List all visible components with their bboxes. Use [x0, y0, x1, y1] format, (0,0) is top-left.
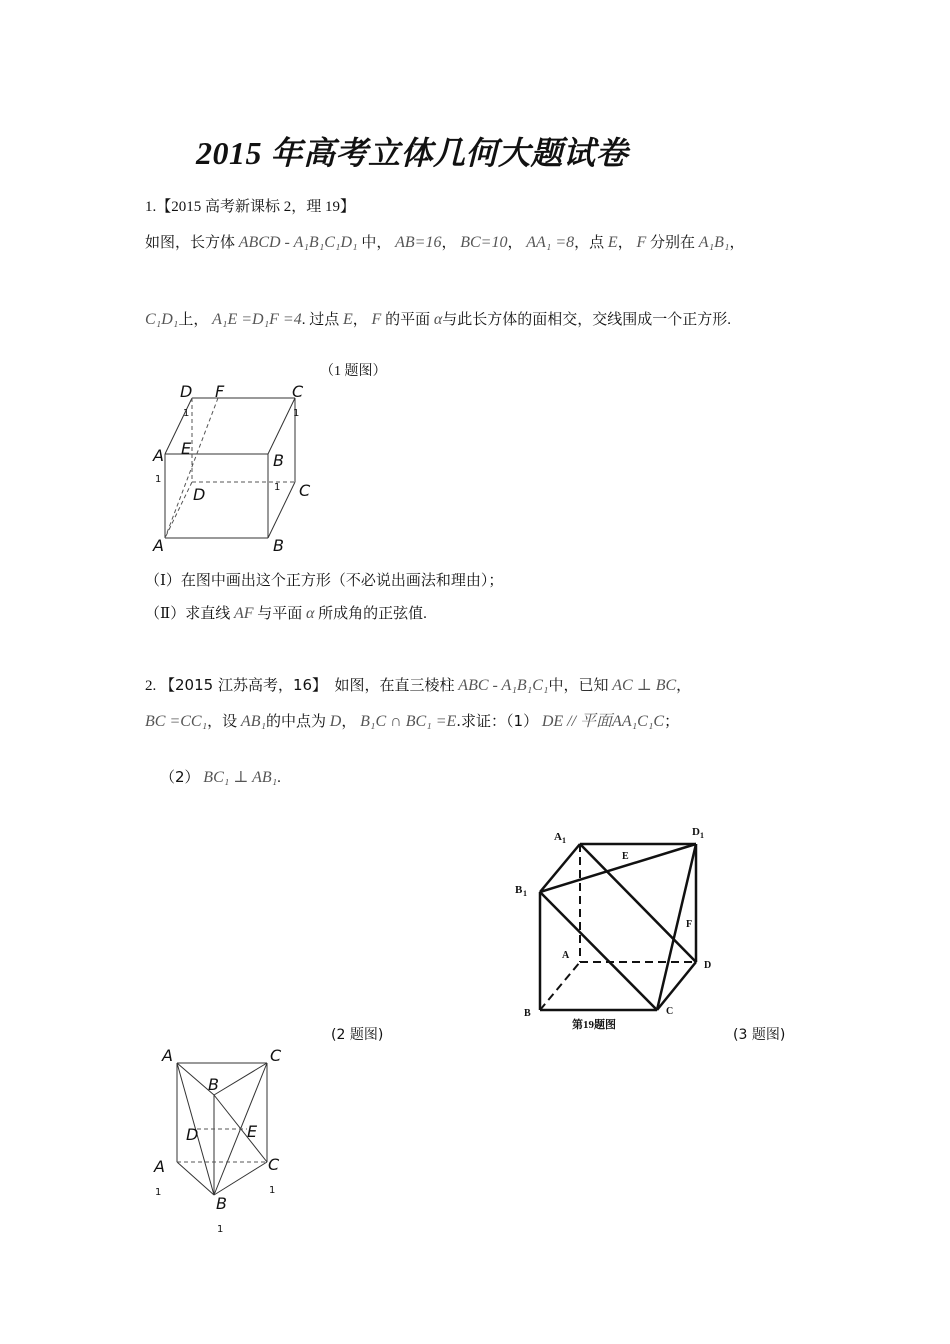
label-a1: A — [153, 446, 164, 465]
label-d: D — [704, 960, 712, 971]
q1-line2 — [145, 310, 731, 330]
label-b1-sub: 1 — [523, 889, 527, 898]
q2-text: ， — [341, 712, 357, 730]
q1-part2 — [145, 604, 427, 624]
q1-line1 — [145, 233, 744, 253]
label-d: D — [186, 1125, 199, 1144]
label-c: C — [666, 1006, 674, 1017]
q1-text: 与平面 — [257, 606, 303, 622]
label-c1: C — [268, 1155, 280, 1174]
q1-text: ， — [441, 235, 457, 251]
q1-text: 如图，长方体 — [145, 235, 236, 251]
figure-inner-caption: 第19题图 — [572, 1019, 616, 1031]
label-a1-sub: 1 — [562, 836, 566, 845]
q1-text: ， — [352, 312, 368, 328]
q1-math: AB=16 — [395, 234, 442, 251]
q1-text: 与此长方体的面相交，交线围成一个正方形. — [442, 312, 731, 328]
q1-math: BC=10 — [460, 234, 508, 251]
label-d1: D — [692, 826, 700, 838]
q1-math: AA₁ =8 — [526, 234, 575, 251]
q2-text: ， — [676, 676, 692, 694]
label-e: E — [247, 1122, 258, 1141]
q1-math: E — [342, 311, 353, 328]
label-d1-sub: 1 — [183, 408, 190, 419]
label-b: B — [524, 1008, 531, 1019]
q1-cuboid-figure — [145, 378, 325, 558]
q2-math: BC =CC₁ — [145, 713, 208, 730]
q1-text: ， — [617, 235, 633, 251]
q2-text: 中，已知 — [548, 676, 609, 694]
q1-header: 1.【2015 高考新课标 2，理 19】 — [145, 199, 356, 215]
q2-text: .求证：（1） — [456, 712, 539, 730]
q2-math: DE // 平面AA₁C₁C — [541, 713, 665, 730]
q2-math: AB₁ — [240, 713, 267, 730]
label-a1-sub: 1 — [155, 1187, 162, 1198]
label-a: A — [562, 950, 570, 961]
q2-prism-figure — [145, 1045, 305, 1240]
page-title: 2015 年高考立体几何大题试卷 — [196, 135, 629, 171]
q1-text: 分别在 — [650, 235, 696, 251]
q3-cube-figure — [510, 822, 730, 1037]
q1-part1: （Ⅰ）在图中画出这个正方形（不必说出画法和理由）； — [145, 573, 504, 589]
label-a: A — [162, 1046, 173, 1065]
q2-text: . — [277, 770, 281, 786]
q2-text: （2） — [160, 768, 200, 786]
label-b1: B — [273, 451, 284, 470]
label-c: C — [299, 481, 311, 500]
q1-text: ，点 — [574, 235, 605, 251]
q1-math: AF — [233, 605, 254, 622]
q1-math: α — [433, 311, 443, 328]
label-c: C — [270, 1046, 282, 1065]
q2-math: B₁C ∩ BC₁ =E — [360, 713, 457, 730]
q3-figure-caption: (3 题图) — [733, 1027, 786, 1043]
q2-text: 如图，在直三棱柱 — [334, 676, 455, 694]
label-d1: D — [180, 382, 193, 401]
q2-text: ； — [664, 712, 680, 730]
label-d: D — [193, 485, 206, 504]
label-f: F — [686, 919, 693, 930]
q1-math: A₁E =D₁F =4 — [212, 311, 302, 328]
q2-text: 的中点为 — [266, 712, 327, 730]
q1-math: ABCD - A₁B₁C₁D₁ — [238, 234, 358, 251]
q1-text: （Ⅱ）求直线 — [145, 606, 231, 622]
label-d1-sub: 1 — [700, 831, 704, 840]
q2-math: BC₁ ⊥ AB₁ — [203, 769, 278, 786]
q1-math: F — [636, 234, 647, 251]
label-b: B — [273, 536, 284, 555]
label-e: E — [622, 851, 629, 862]
q1-math: α — [306, 605, 315, 622]
q1-text: ， — [507, 235, 523, 251]
q2-figure-caption: (2 题图) — [331, 1027, 384, 1043]
label-e: E — [181, 439, 192, 458]
q2-line2 — [145, 711, 679, 732]
q1-text: 中， — [361, 235, 392, 251]
label-b1: B — [515, 884, 523, 896]
q1-math: F — [371, 311, 382, 328]
q1-text: ， — [729, 235, 745, 251]
label-a1: A — [554, 831, 562, 843]
q1-math: A₁B₁ — [698, 234, 730, 251]
q1-text: 所成角的正弦值. — [318, 606, 427, 622]
label-b1-sub: 1 — [217, 1224, 224, 1235]
q1-math: E — [607, 234, 618, 251]
q2-text: 【2015 江苏高考，16】 — [160, 676, 328, 694]
q2-math: AC ⊥ BC — [612, 677, 677, 694]
label-a1: A — [154, 1157, 165, 1176]
label-a: A — [153, 536, 164, 555]
q2-text: 2. — [145, 678, 157, 694]
q2-text: ，设 — [207, 712, 238, 730]
label-f: F — [215, 382, 225, 401]
label-c1-sub: 1 — [269, 1185, 276, 1196]
q1-figure-caption: （1 题图） — [320, 364, 387, 379]
q1-text: 上， — [178, 312, 209, 328]
label-b1: B — [216, 1194, 227, 1213]
q1-math: C₁D₁ — [145, 311, 179, 328]
label-b1-sub: 1 — [274, 482, 281, 493]
q2-math: D — [329, 713, 342, 730]
q1-text: . 过点 — [301, 312, 340, 328]
q1-text: 的平面 — [385, 312, 431, 328]
q2-math: ABC - A₁B₁C₁ — [458, 677, 549, 694]
label-c1: C — [292, 382, 304, 401]
q2-line3 — [160, 767, 281, 788]
label-a1-sub: 1 — [155, 474, 162, 485]
q2-line1 — [145, 675, 691, 696]
label-c1-sub: 1 — [293, 408, 300, 419]
label-b: B — [208, 1075, 219, 1094]
